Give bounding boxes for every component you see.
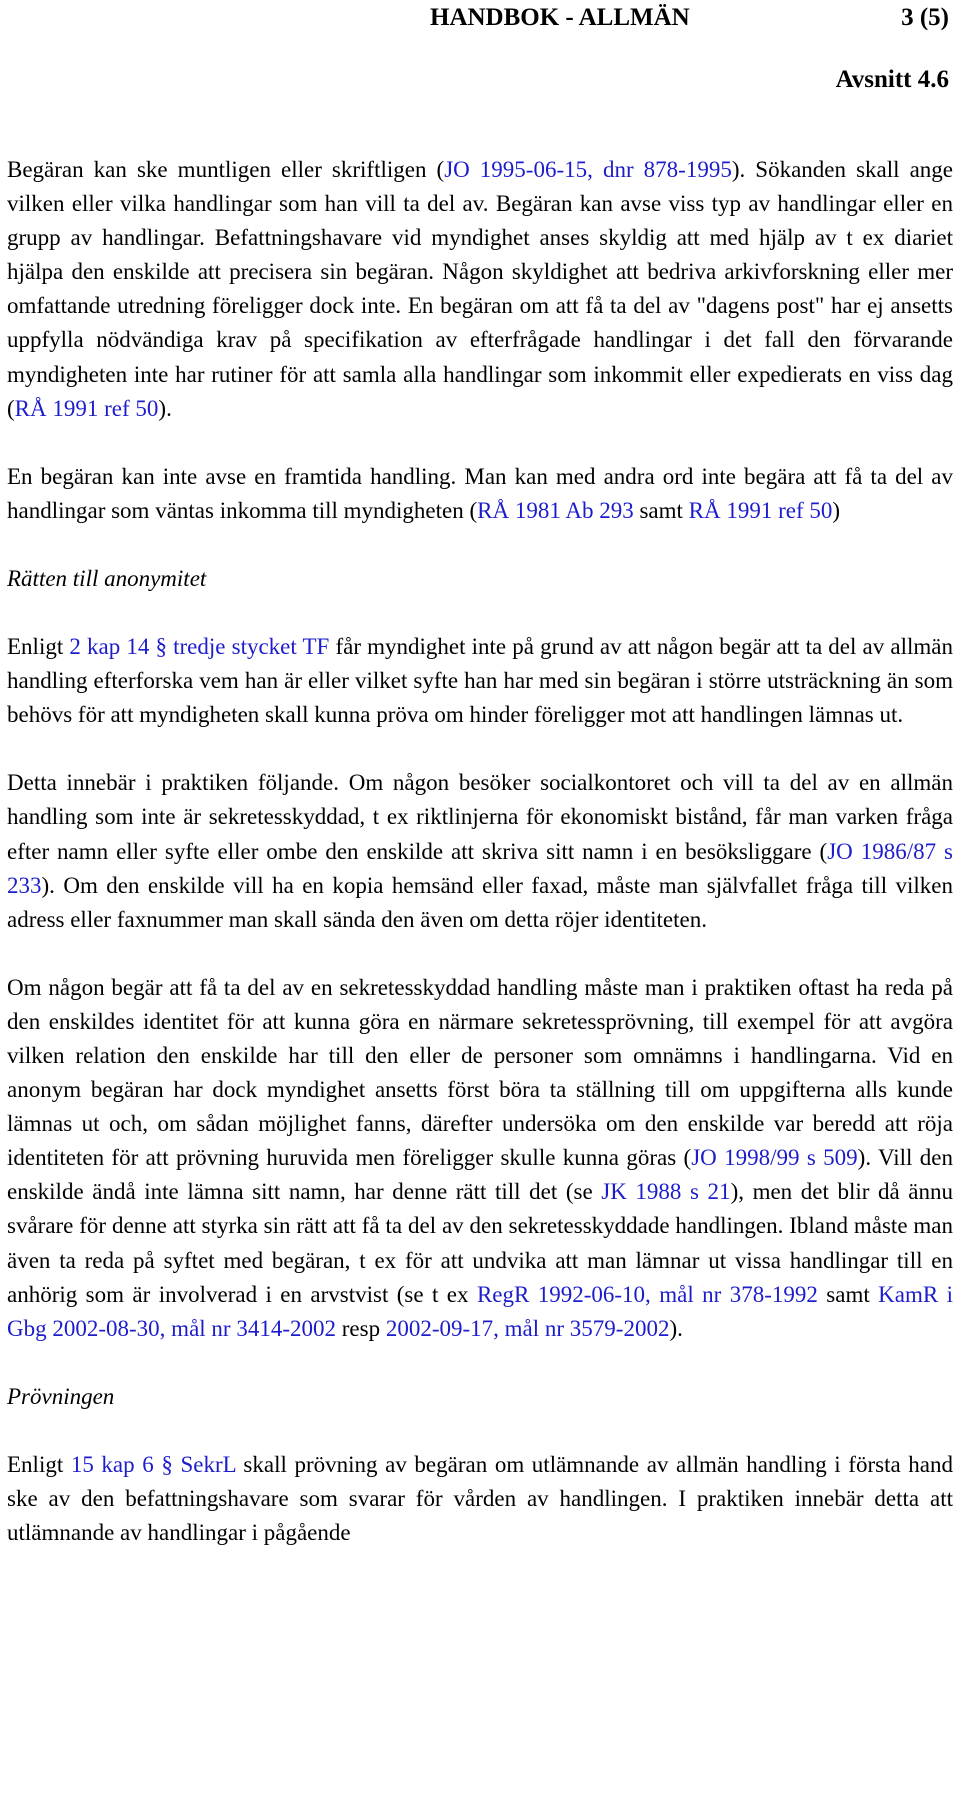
paragraph-text: ) xyxy=(832,497,841,523)
section-label: Avsnitt 4.6 xyxy=(835,66,949,93)
reference-link[interactable]: 2002-09-17, mål nr 3579-2002 xyxy=(385,1315,670,1341)
reference-link[interactable]: RÅ 1991 ref 50 xyxy=(14,395,159,421)
paragraph-text: Detta innebär i praktiken följande. Om någon besöker socialkontoret och vill ta del av en allmän handling som inte är sekretesskyddad, t ex riktlinjerna för ekonomiskt bistånd, får man varken fråga efter namn eller syfte eller ombe den enskilde att skriva sitt namn i en besöksliggare ( xyxy=(7,770,953,864)
paragraph-confidential-request xyxy=(7,971,953,1346)
paragraph-text: Enligt xyxy=(7,634,70,660)
paragraph-text: En begäran kan inte avse en framtida handling. Man kan med andra ord inte begära att få ta del av handlingar som väntas inkomma till myndigheten ( xyxy=(7,463,953,523)
page-number: 3 (5) xyxy=(901,4,949,31)
reference-link[interactable]: RÅ 1991 ref 50 xyxy=(688,497,833,523)
paragraph-text: ). Vill den enskilde ändå inte lämna sitt namn, har denne rätt till det (se xyxy=(7,1145,953,1205)
reference-link[interactable]: 15 kap 6 § SekrL xyxy=(70,1451,236,1477)
heading-anonymity: Rätten till anonymitet xyxy=(7,565,207,591)
document-title: HANDBOK - ALLMÄN xyxy=(430,4,690,31)
reference-link[interactable]: JO 1998/99 s 509 xyxy=(691,1145,858,1171)
paragraph-text: Begäran kan ske muntligen eller skriftligen ( xyxy=(7,157,445,182)
paragraph-text: får myndighet inte på grund av att någon begär att ta del av allmän handling efterforska vem han är eller vilket syfte han har med sin begäran i större utsträckning än som behövs för att myndigheten skall kunna pröva om hinder föreligger mot att handlingen lämnas ut. xyxy=(7,634,953,728)
paragraph-request-form xyxy=(7,153,953,426)
paragraph-anonymity-rule xyxy=(7,630,953,732)
paragraph-practice xyxy=(7,766,953,936)
paragraph-text: ). xyxy=(669,1315,683,1341)
paragraph-text: resp xyxy=(336,1315,386,1341)
reference-link[interactable]: RÅ 1981 Ab 293 xyxy=(477,497,634,523)
document-body xyxy=(7,153,953,1550)
paragraph-text: ). Om den enskilde vill ha en kopia hemsänd eller faxad, måste man självfallet fråga till vilken adress eller faxnummer man skall sända den även om detta röjer identiteten. xyxy=(7,872,953,932)
reference-link[interactable]: KamR i Gbg 2002-08-30, mål nr 3414-2002 xyxy=(7,1281,954,1341)
paragraph-review-rule xyxy=(7,1448,953,1550)
reference-link[interactable]: 2 kap 14 § tredje stycket TF xyxy=(69,634,330,660)
paragraph-text: ). Sökanden skall ange vilken eller vilka handlingar som han vill ta del av. Begäran kan avse viss typ av handlingar eller en grupp av handlingar. Befattningshavare vid myndighet anses skyldig att med hjälp av t ex diariet hjälpa den enskilde att precisera sin begäran. Någon skyldighet att bedriva arkivforskning eller mer omfattande utredning föreligger dock inte. En begäran om att få ta del av "dagens post" har ej ansetts uppfylla nödvändiga krav på specifikation av efterfrågade handlingar i det fall den förvarande myndigheten inte har rutiner för att samla alla handlingar som inkommit eller expedierats en viss dag ( xyxy=(7,157,953,421)
reference-link[interactable]: JK 1988 s 21 xyxy=(601,1179,731,1205)
paragraph-text: ), men det blir då ännu svårare för denne att styrka sin rätt att få ta del av den sekretesskyddade handlingen. Ibland måste man även ta reda på syftet med begäran, t ex för att undvika att man lämnar ut vissa handlingar till en anhörig som är involverad i en arvstvist (se t ex xyxy=(7,1179,953,1307)
reference-link[interactable]: JO 1995-06-15, dnr 878-1995 xyxy=(444,157,732,182)
paragraph-text: Om någon begär att få ta del av en sekretesskyddad handling måste man i praktiken oftast ha reda på den enskildes identitet för att kunna göra en närmare sekretessprövning, till exempel för att avgöra vilken relation den enskilde har till den eller de personer som omnämns i handlingarna. Vid en anonym begäran har dock myndighet ansetts först böra ta ställning till om uppgifterna alls kunde lämnas ut och, om sådan möjlighet fanns, därefter undersöka om den enskilde var beredd att röja identiteten för att prövning huruvida men föreligger skulle kunna göras ( xyxy=(7,974,953,1171)
heading-review: Prövningen xyxy=(7,1383,115,1409)
paragraph-text: ). xyxy=(158,395,172,421)
paragraph-future-document xyxy=(7,460,953,528)
reference-link[interactable]: JO 1986/87 s 233 xyxy=(7,838,953,898)
paragraph-text: samt xyxy=(817,1281,879,1307)
paragraph-text: Enligt xyxy=(7,1451,71,1477)
reference-link[interactable]: RegR 1992-06-10, mål nr 378-1992 xyxy=(476,1281,818,1307)
page-header xyxy=(0,0,960,100)
paragraph-text: skall prövning av begäran om utlämnande av allmän handling i första hand ske av den befattningshavare som svarar för vården av handlingen. I praktiken innebär detta att utlämnande av handlingar i pågående xyxy=(7,1451,953,1546)
paragraph-text: samt xyxy=(633,497,689,523)
